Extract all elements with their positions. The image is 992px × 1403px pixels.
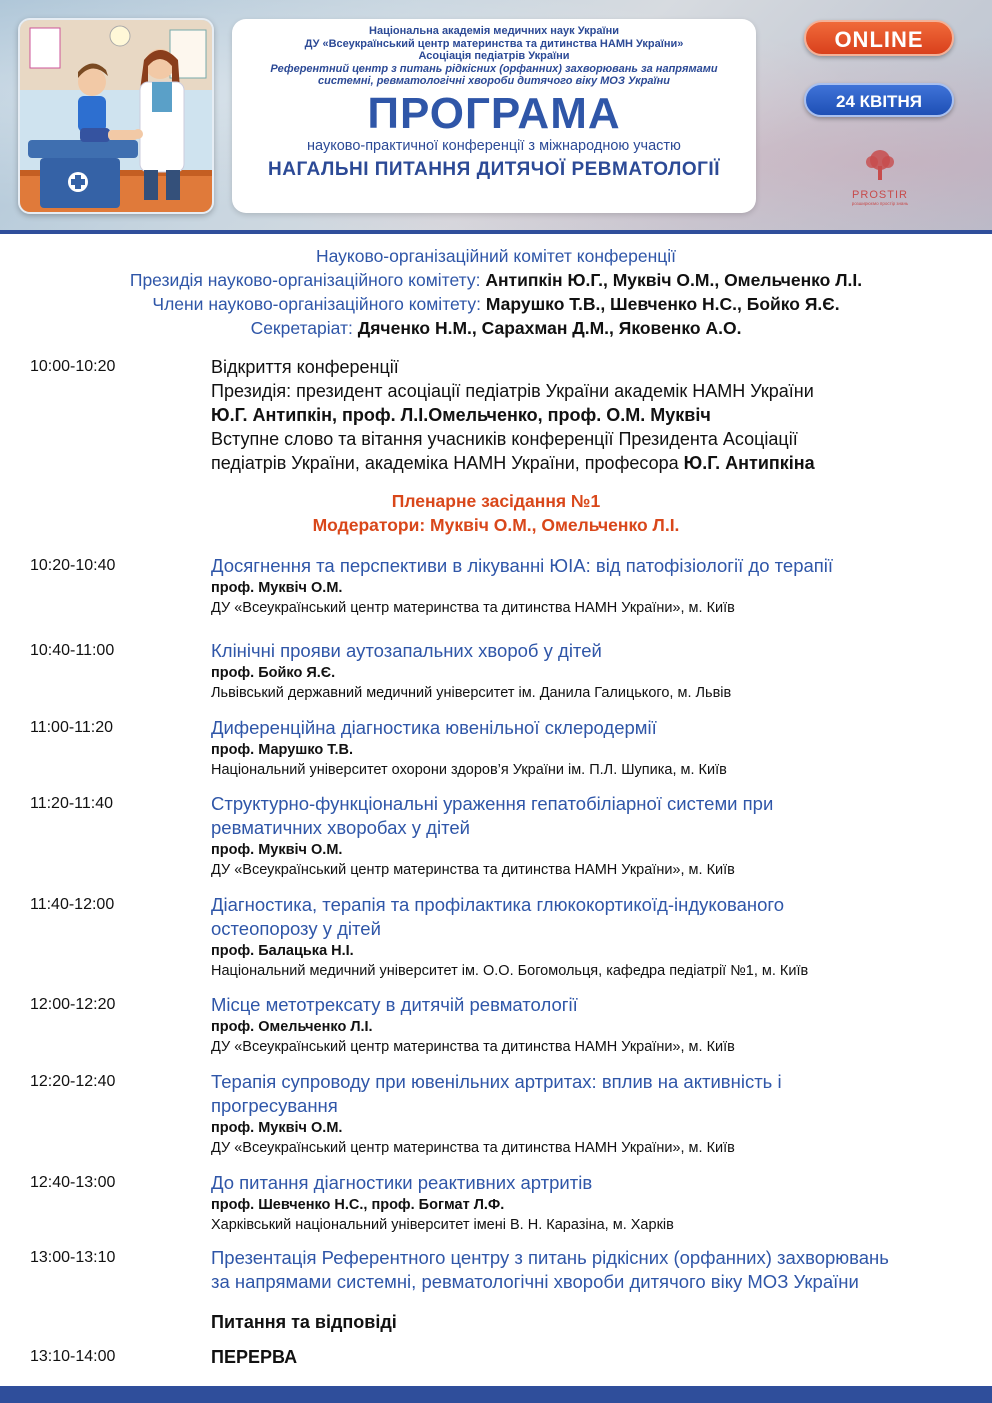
session-title: Клінічні прояви аутозапальних хвороб у дітей [211,640,602,661]
session-title-line-1: Структурно-функціональні ураження гепатобіліарної системи при [211,793,774,814]
presidium-names: Антипкін Ю.Г., Муквіч О.М., Омельченко Л.І. [485,270,863,290]
session-time: 11:20-11:40 [30,795,114,812]
session-place: Національний медичний університет ім. О.О. Богомольця, кафедра педіатрії №1, м. Київ [211,963,809,979]
prostir-logo [832,148,928,208]
session-place: ДУ «Всеукраїнський центр материнства та дитинства НАМН України», м. Київ [211,1039,735,1055]
session-speaker: проф. Муквіч О.М. [211,1120,343,1136]
session-time: 10:20-10:40 [30,557,116,574]
presidium-line [0,268,992,292]
session-place: ДУ «Всеукраїнський центр материнства та дитинства НАМН України», м. Київ [211,862,735,878]
session-title-line-1: Презентація Референтного центру з питань рідкісних (орфанних) захворювань [211,1247,889,1268]
session-title-line-2: ревматичних хворобах у дітей [211,817,470,838]
session-time: 12:20-12:40 [30,1073,116,1090]
committee-section [0,244,992,340]
break-content [211,1345,976,1369]
secretariat-names: Дяченко Н.М., Сарахман Д.М., Яковенко А.О. [357,318,742,338]
session-speaker: проф. Муквіч О.М. [211,842,343,858]
opening-line-3: Вступне слово та вітання учасників конференції Президента Асоціації [211,429,798,449]
session-speaker: проф. Бойко Я.Є. [211,665,336,681]
header-divider [0,230,992,234]
doctor-child-illustration [18,18,214,214]
plenary-title: Пленарне засідання №1 [391,491,601,511]
members-line [0,292,992,316]
org-line-1: Національна академія медичних наук України [369,25,619,37]
opening-line-4-name: Ю.Г. Антипкіна [683,453,815,473]
opening-line-1: Президія: президент асоціації педіатрів України академік НАМН України [211,381,814,401]
session-place: ДУ «Всеукраїнський центр материнства та дитинства НАМН України», м. Київ [211,600,735,616]
footer-bar [0,1386,992,1403]
session-content [211,893,976,981]
session-time: 11:40-12:00 [30,896,115,913]
session-place: Харківський національний університет імені В. Н. Каразіна, м. Харків [211,1217,674,1233]
session-time: 12:40-13:00 [30,1174,116,1191]
session-speaker: проф. Омельченко Л.І. [211,1019,373,1035]
header-banner [0,0,992,230]
org-line-2: ДУ «Всеукраїнський центр материнства та дитинства НАМН України» [304,37,684,50]
page-title: ПРОГРАМА [367,88,621,138]
session-speaker: проф. Муквіч О.М. [211,580,343,596]
break-time: 13:10-14:00 [30,1348,116,1365]
session-content [211,554,976,618]
session-content [211,1246,976,1294]
plenary-heading [0,489,992,537]
session-content [211,1070,976,1158]
session-title: Досягнення та перспективи в лікуванні ЮІА: від патофізіології до терапії [211,555,834,576]
session-title: Місце метотрексату в дитячій ревматології [211,994,578,1015]
plenary-moderators: Модератори: Муквіч О.М., Омельченко Л.І. [312,515,680,535]
qa-label: Питання та відповіді [211,1312,397,1332]
opening-line-2: Ю.Г. Антипкін, проф. Л.І.Омельченко, проф. О.М. Муквіч [211,405,711,425]
logo-text: PROSTIR [852,189,908,201]
org-line-5: системні, ревматологічні хвороби дитячого віку МОЗ України [318,75,670,87]
session-time: 12:00-12:20 [30,996,116,1013]
org-line-4: Референтний центр з питань рідкісних (орфанних) захворювань за напрямами [270,62,718,75]
members-label: Члени науково-організаційного комітету: [152,294,481,314]
opening-time: 10:00-10:20 [30,358,116,375]
session-place: ДУ «Всеукраїнський центр материнства та дитинства НАМН України», м. Київ [211,1140,735,1156]
online-badge: ONLINE [804,20,954,56]
session-title-line-2: прогресування [211,1095,338,1116]
opening-line-4 [211,451,976,475]
opening-line-4-text: педіатрів України, академіка НАМН України, професора [211,453,684,473]
date-badge: 24 КВІТНЯ [804,83,954,117]
org-line-3: Асоціація педіатрів України [418,50,570,62]
session-title-line-1: Діагностика, терапія та профілактика глюкокортикоїд-індукованого [211,894,785,915]
session-content [211,716,976,780]
session-content [211,792,976,880]
session-speaker: проф. Шевченко Н.С., проф. Богмат Л.Ф. [211,1197,505,1213]
session-place: Національний університет охорони здоров’я України ім. П.Л. Шупика, м. Київ [211,762,727,778]
logo-subtext: розширюємо простір знань [851,201,909,206]
session-title: Диференційна діагностика ювенільної склеродермії [211,717,657,738]
secretariat-label: Секретаріат: [250,318,353,338]
conference-subtitle: науково-практичної конференції з міжнародною участю [307,137,681,154]
session-time: 10:40-11:00 [30,642,115,659]
presidium-label: Президія науково-організаційного комітету: [129,270,481,290]
session-title-line-1: Терапія супроводу при ювенільних артритах: вплив на активність і [211,1071,782,1092]
title-card [232,19,756,213]
session-content [211,1171,976,1235]
break-label: ПЕРЕРВА [211,1347,298,1367]
session-title-line-2: за напрямами системні, ревматологічні хвороби дитячого віку МОЗ України [211,1271,859,1292]
session-title-line-2: остеопорозу у дітей [211,918,381,939]
session-content [211,993,976,1057]
qa-content [211,1310,976,1334]
members-names: Марушко Т.В., Шевченко Н.С., Бойко Я.Є. [485,294,840,314]
session-content [211,639,976,703]
session-speaker: проф. Марушко Т.В. [211,742,354,758]
conference-title: НАГАЛЬНІ ПИТАННЯ ДИТЯЧОЇ РЕВМАТОЛОГІЇ [268,158,720,180]
session-time: 11:00-11:20 [30,719,114,736]
session-speaker: проф. Балацька Н.І. [211,943,354,959]
session-time: 13:00-13:10 [30,1249,116,1266]
session-title: До питання діагностики реактивних артритів [211,1172,593,1193]
tree-icon [860,148,900,182]
session-place: Львівський державний медичний університет ім. Данила Галицького, м. Львів [211,685,732,701]
opening-title: Відкриття конференції [211,357,399,377]
secretariat-line [0,316,992,340]
opening-content [211,355,976,475]
committee-heading: Науково-організаційний комітет конференції [315,246,677,266]
